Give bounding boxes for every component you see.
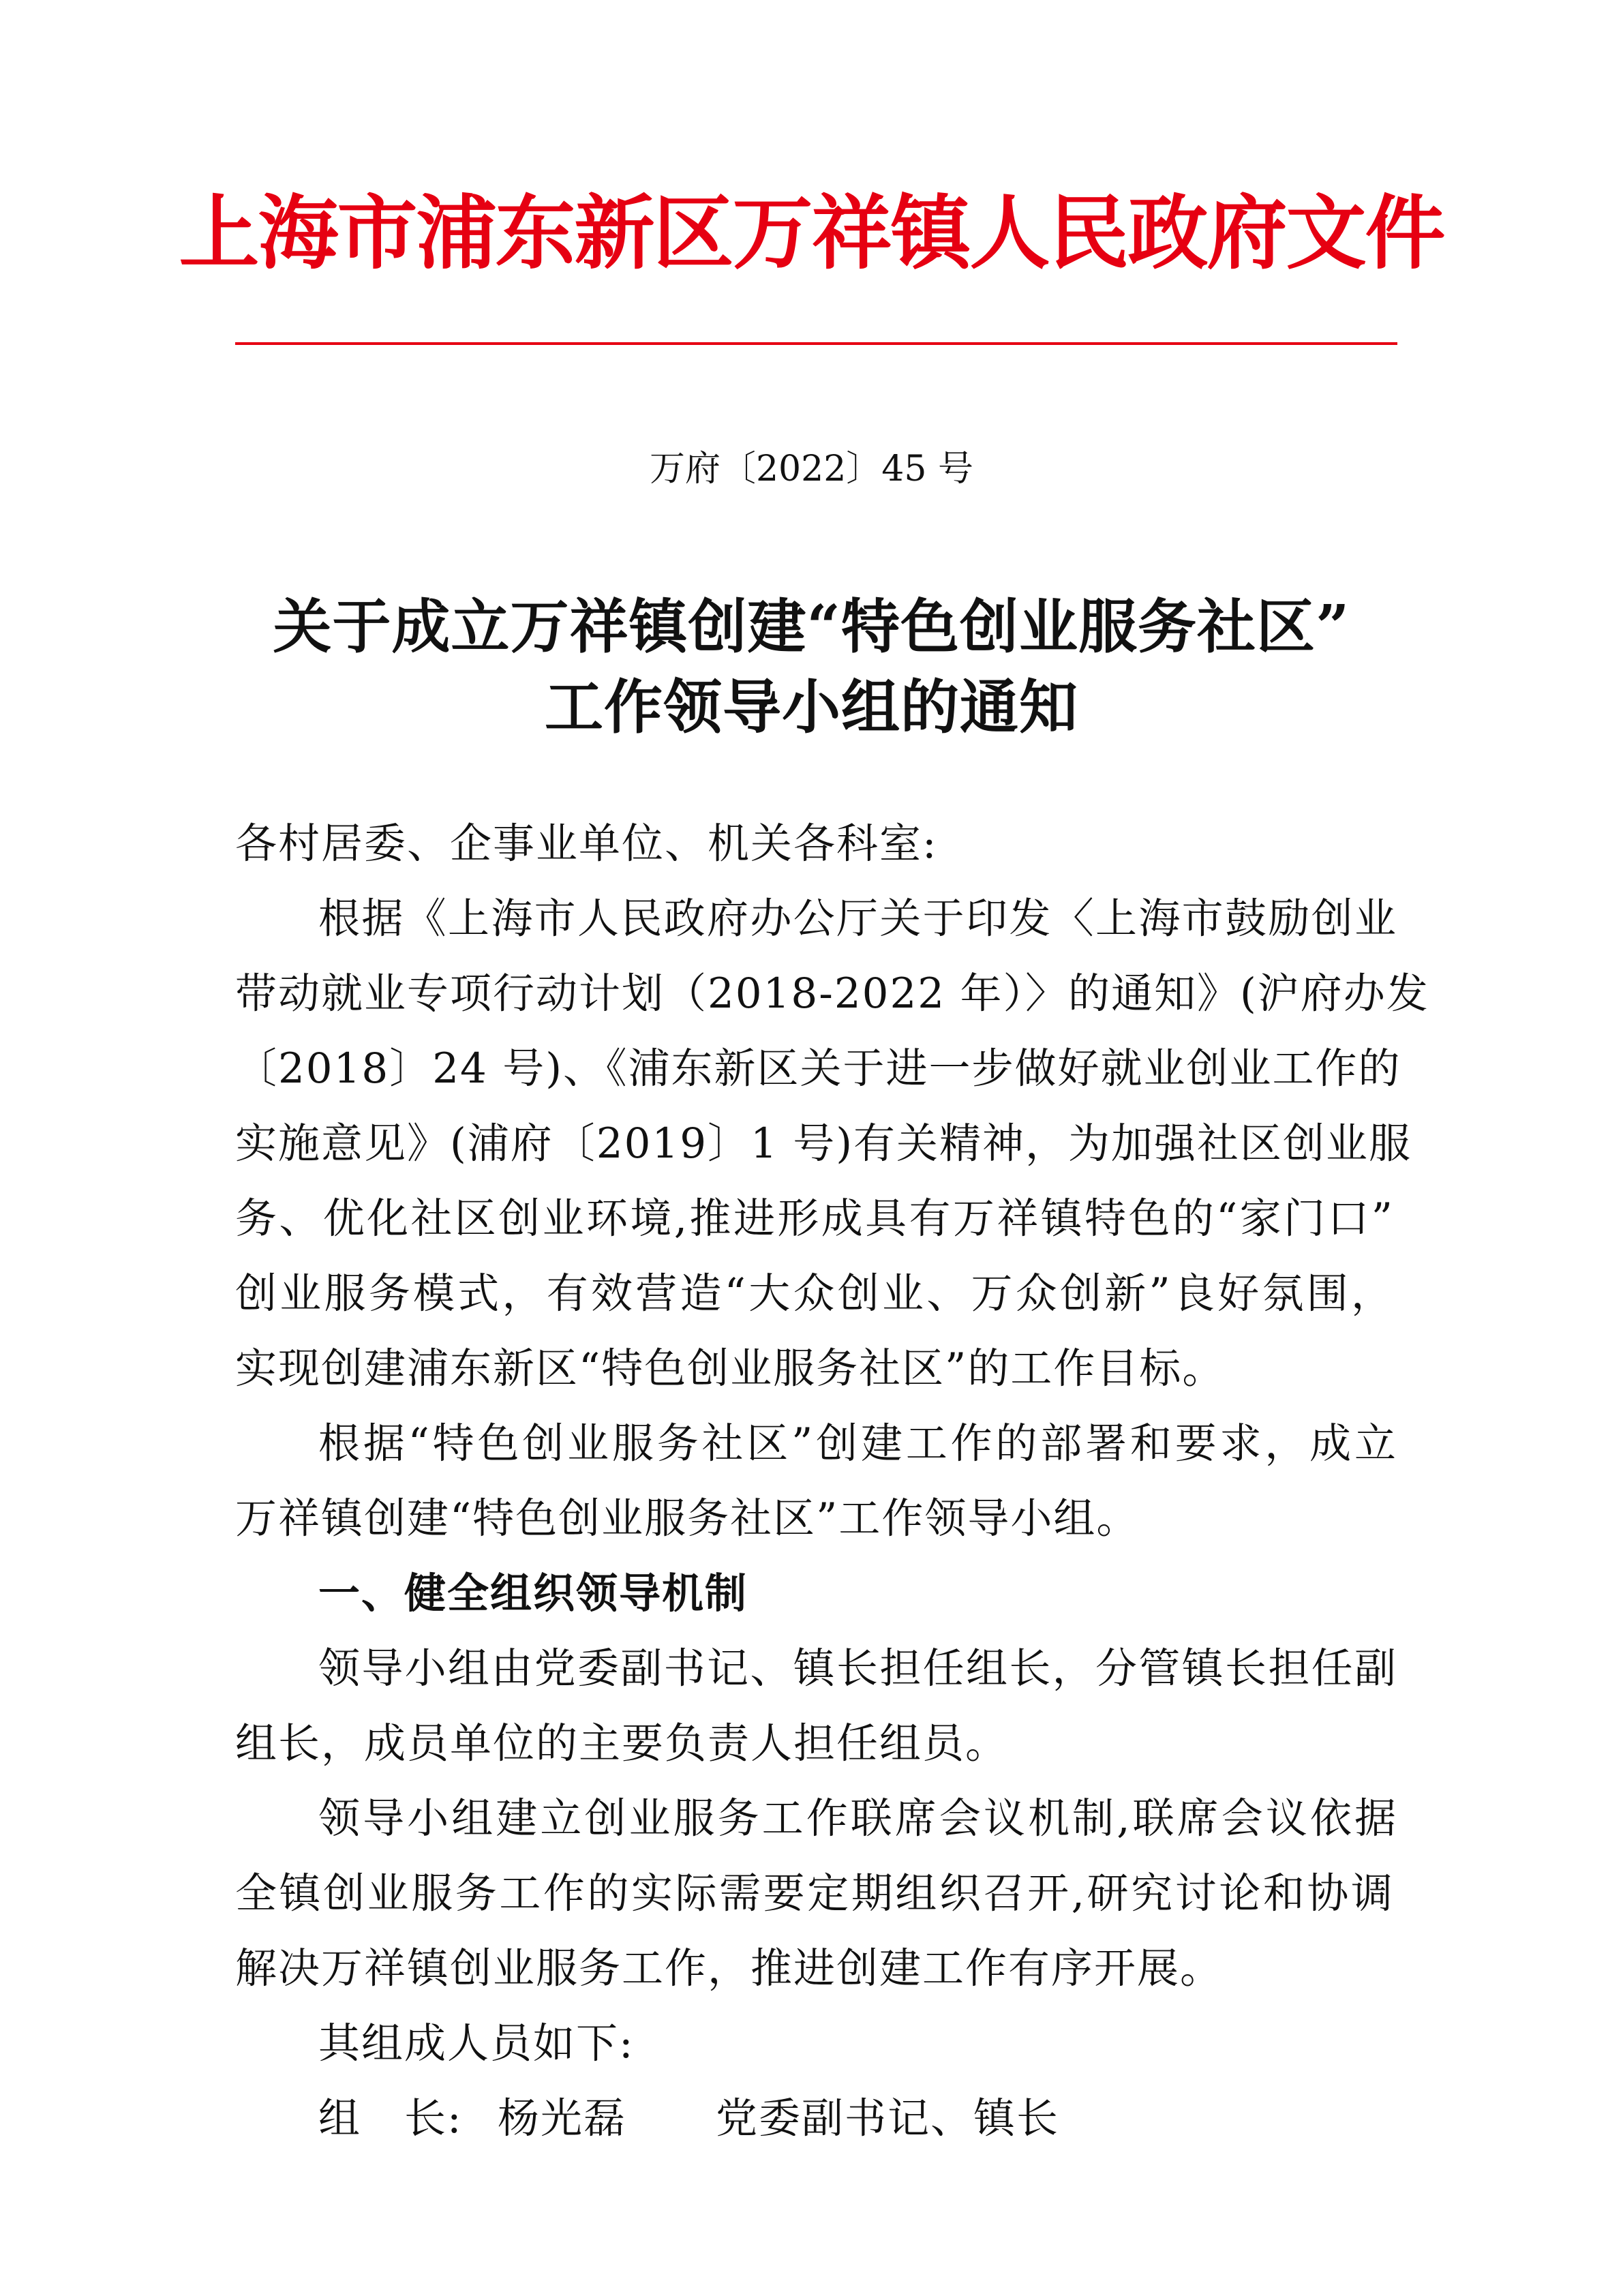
title-line-2: 工作领导小组的通知 — [545, 673, 1078, 742]
paragraph-1-line: 创业服务模式，有效营造“大众创业、万众创新”良好氛围， — [235, 1269, 1394, 1318]
paragraph-1-line: 务、优化社区创业环境,推进形成具有万祥镇特色的“家门口” — [235, 1194, 1394, 1243]
title-line-1: 关于成立万祥镇创建“特色创业服务社区” — [273, 592, 1350, 661]
paragraph-1-line: 根据《上海市人民政府办公厅关于印发〈上海市鼓励创业 — [318, 894, 1397, 943]
section-heading: 一、健全组织领导机制 — [318, 1569, 748, 1618]
paragraph-4-line: 全镇创业服务工作的实际需要定期组织召开,研究讨论和协调 — [235, 1869, 1394, 1918]
document-number: 万府〔2022〕45 号 — [649, 449, 974, 489]
paragraph-2-line: 万祥镇创建“特色创业服务社区”工作领导小组。 — [235, 1494, 1140, 1543]
paragraph-2-line: 根据“特色创业服务社区”创建工作的部署和要求，成立 — [318, 1419, 1397, 1468]
paragraph-4-line: 解决万祥镇创业服务工作，推进创建工作有序开展。 — [235, 1944, 1224, 1993]
leader-role-label: 组 长: — [318, 2094, 463, 2143]
red-divider — [235, 342, 1397, 345]
leader-position: 党委副书记、镇长 — [716, 2094, 1060, 2143]
paragraph-1-line: 实施意见》(浦府〔2019〕1 号)有关精神，为加强社区创业服 — [235, 1119, 1412, 1168]
paragraph-1-line: 带动就业专项行动计划（2018-2022 年）〉的通知》(沪府办发 — [235, 969, 1429, 1018]
leader-name: 杨光磊 — [498, 2094, 627, 2143]
issuer-heading: 上海市浦东新区万祥镇人民政府文件 — [179, 185, 1444, 280]
paragraph-1-line: 〔2018〕24 号)、《浦东新区关于进一步做好就业创业工作的 — [235, 1044, 1401, 1093]
paragraph-3-line: 组长，成员单位的主要负责人担任组员。 — [235, 1719, 1009, 1768]
members-intro: 其组成人员如下: — [318, 2019, 635, 2068]
salutation: 各村居委、企事业单位、机关各科室: — [235, 819, 938, 868]
paragraph-4-line: 领导小组建立创业服务工作联席会议机制,联席会议依据 — [318, 1794, 1397, 1843]
paragraph-3-line: 领导小组由党委副书记、镇长担任组长，分管镇长担任副 — [318, 1644, 1397, 1693]
paragraph-1-line: 实现创建浦东新区“特色创业服务社区”的工作目标。 — [235, 1344, 1226, 1393]
